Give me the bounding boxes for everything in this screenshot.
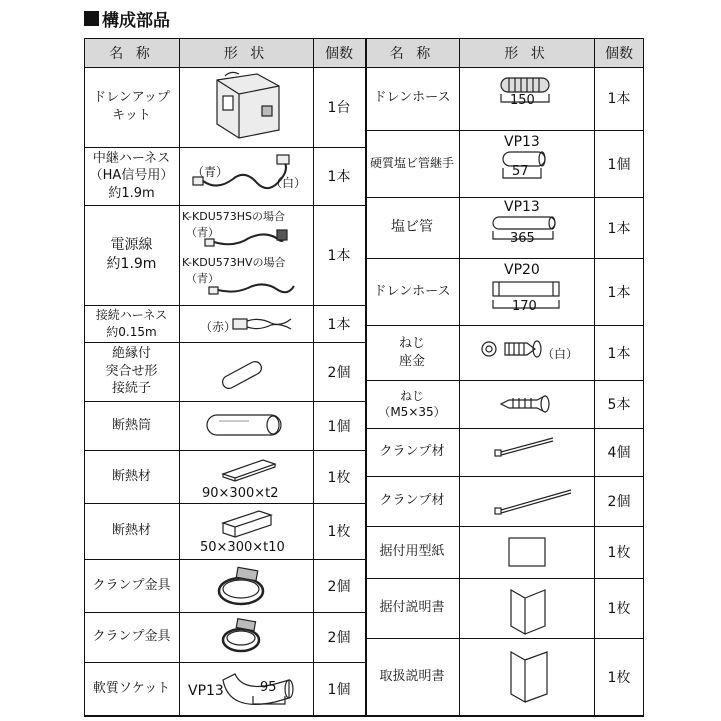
shape-label: 95: [260, 680, 277, 695]
part-qty: 5本: [607, 397, 631, 413]
cable-tie-long-icon: [495, 490, 571, 514]
part-name: 断熱材: [111, 468, 151, 484]
part-qty: 1本: [607, 284, 631, 301]
part-qty: 1枚: [327, 524, 351, 540]
soft-socket-icon: [223, 674, 293, 704]
part-name: クランプ材: [379, 444, 445, 460]
part-qty: 1本: [327, 248, 351, 264]
shape-label: 57: [512, 164, 529, 179]
shape-label: （白）: [542, 347, 579, 361]
part-name: 取扱説明書: [379, 668, 445, 684]
part-name: クランプ材: [379, 493, 445, 509]
part-qty: 1枚: [607, 545, 631, 561]
shape-label: VP13: [504, 134, 540, 150]
part-qty: 1本: [327, 169, 351, 185]
part-qty: 2個: [327, 578, 351, 595]
shape-label: （青）: [192, 165, 229, 179]
shape-label: （青）: [186, 272, 219, 285]
cable-tie-icon: [495, 438, 553, 456]
shape-label: 50×300×t10: [200, 540, 285, 555]
part-name: 軟質ソケット: [92, 680, 171, 696]
part-name: 電源線 約1.9m: [106, 237, 157, 272]
user-manual-icon: [511, 652, 547, 702]
part-name: 据付用型紙: [379, 544, 445, 560]
table-header: [84, 38, 644, 68]
part-qty: 1枚: [607, 601, 631, 617]
part-qty: 1枚: [327, 469, 351, 486]
shape-label: 90×300×t2: [202, 486, 279, 501]
part-name: ドレンホース: [373, 283, 451, 299]
part-name: 中継ハーネス （HA信号用） 約1.9m: [89, 150, 174, 201]
part-name: 接続ハーネス 約0.15m: [95, 308, 168, 339]
part-name: クランプ金具: [92, 577, 171, 593]
part-name: クランプ金具: [92, 629, 171, 645]
part-name: ドレンホース: [373, 90, 451, 106]
part-qty: 2個: [607, 494, 631, 510]
part-name: ねじ （M5×35）: [378, 388, 446, 419]
part-qty: 1本: [607, 345, 631, 362]
insulation-tube-icon: [207, 415, 281, 435]
part-name: 断熱筒: [111, 417, 151, 433]
header-shape-right: 形 状: [504, 46, 549, 62]
part-name: 塩ビ管: [391, 219, 433, 236]
header-name-right: 名 称: [389, 46, 435, 62]
shape-label: （赤）: [200, 320, 237, 334]
part-qty: 1本: [327, 316, 351, 333]
connection-harness-icon: [233, 319, 291, 329]
part-qty: 1本: [607, 220, 631, 237]
part-name: 断熱材: [111, 523, 151, 539]
part-name: ねじ 座金: [398, 335, 425, 369]
part-qty: 1個: [327, 681, 351, 698]
shape-label: VP20: [504, 262, 540, 278]
template-sheet-icon: [509, 538, 545, 566]
part-qty: 1本: [607, 91, 631, 107]
shape-label: （白）: [270, 176, 307, 190]
shape-label: 365: [510, 231, 535, 246]
hose-clamp-icon: [219, 567, 263, 604]
shape-label: VP13: [504, 199, 540, 215]
part-name: ドレンアップ キット: [93, 89, 170, 123]
part-qty: 2個: [327, 364, 351, 381]
butt-connector-icon: [229, 368, 255, 382]
shape-label: VP13: [188, 683, 224, 699]
part-qty: 1台: [327, 99, 351, 116]
screw-icon: [501, 396, 549, 412]
part-name: 硬質塩ビ管継手: [369, 156, 454, 171]
insulation-sheet-icon: [223, 511, 271, 537]
header-qty-right: 個数: [605, 46, 633, 62]
shape-label: K-KDU573HVの場合: [182, 256, 286, 269]
part-qty: 1枚: [607, 669, 631, 686]
part-name: 据付説明書: [379, 600, 445, 616]
header-shape: 形 状: [223, 46, 269, 62]
shape-label: 170: [512, 299, 537, 314]
insulation-sheet-icon: [223, 460, 275, 481]
part-qty: 2個: [327, 630, 351, 646]
part-qty: 1個: [607, 156, 631, 173]
part-qty: 4個: [607, 445, 631, 461]
screw-washer-icon: [482, 341, 541, 357]
hose-clamp-icon: [223, 619, 259, 651]
part-name: 絶縁付 突合せ形 接続子: [105, 346, 158, 397]
shape-label: （青）: [186, 226, 219, 239]
square-bullet-icon: [84, 11, 99, 26]
install-manual-icon: [511, 590, 545, 634]
shape-label: K-KDU573HSの場合: [182, 210, 286, 223]
part-qty: 1個: [327, 418, 351, 435]
header-name: 名 称: [109, 46, 154, 62]
section-title: 構成部品: [84, 6, 170, 31]
drain-up-kit-icon: [217, 72, 279, 138]
shape-label: 150: [510, 93, 535, 108]
header-qty: 個数: [325, 46, 353, 62]
